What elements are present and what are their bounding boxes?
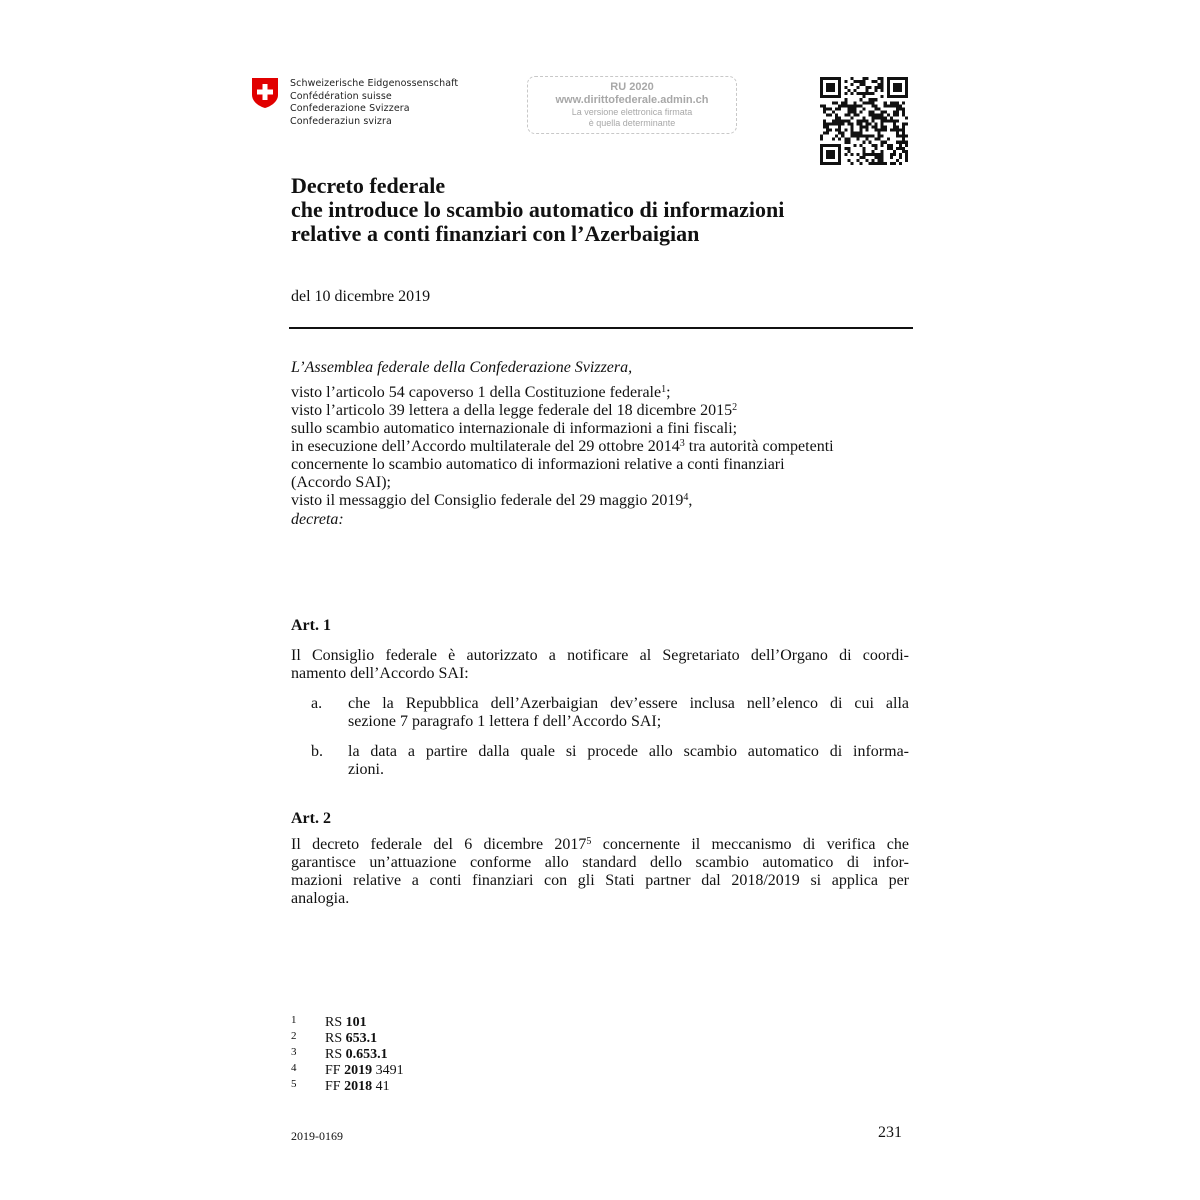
footnote-ref-bold: 653.1 [345,1031,378,1046]
art1-heading: Art. 1 [291,617,331,634]
item-label: a. [311,695,323,712]
art2-text: Il decreto federale del 6 dicembre 2017 [291,836,587,853]
stamp-note-1: La versione elettronica firmata [571,107,693,117]
footnote-prefix: RS [325,1031,343,1046]
art2-body [291,836,909,908]
art1-intro-line: namento dell’Accordo SAI: [291,665,469,682]
preamble-text: in esecuzione dell’Accordo multilaterale del 29 ottobre 2014 [291,438,680,455]
footnote-page: 3491 [375,1063,404,1078]
preamble-text: visto l’articolo 39 lettera a della legge federale del 18 dicembre 2015 [291,402,733,419]
footnote-ref: 2 [732,402,738,413]
art1-intro-line: Il Consiglio federale è autorizzato a notificare al Segretariato dell’Organo di coordi- [291,647,909,664]
preamble-line [291,384,921,402]
art2-line: garantisce un’attuazione conforme allo standard dello scambio automatico di infor- [291,854,909,871]
art2-line [291,836,909,854]
footnote-ref-bold: 0.653.1 [345,1047,388,1062]
footnote-ref-bold: 2019 [344,1063,373,1078]
item-line: zioni. [348,761,384,778]
art2-text: concernente il meccanismo di verifica che [591,836,909,853]
footnote-number: 4 [291,1062,297,1074]
item-line: che la Repubblica dell’Azerbaigian dev’essere inclusa nell’elenco di cui alla [348,695,909,712]
swiss-cross-icon [251,77,279,109]
footnote-page: 41 [375,1079,390,1094]
footnote-prefix: FF [325,1063,341,1078]
footnote-ref: 3 [679,438,685,449]
preamble [291,359,921,529]
confed-name-rm: Confederaziun svizra [290,115,392,127]
preamble-line [291,438,921,456]
stamp-note-2: è quella determinante [588,118,676,128]
preamble-line [291,402,921,420]
item-label: b. [311,743,323,760]
art2-line: analogia. [291,890,350,907]
art2-line: mazioni relative a conti finanziari con gli Stati partner dal 2018/2019 si applica per [291,872,909,889]
document-title [291,174,784,246]
footnote-ref-bold: 101 [345,1015,367,1030]
item-text [348,695,909,731]
decree-date: del 10 dicembre 2019 [291,288,431,305]
confed-name-it: Confederazione Svizzera [290,103,410,114]
footnote-number: 2 [291,1030,297,1042]
preamble-text: visto il messaggio del Consiglio federale del 29 maggio 2019 [291,492,684,509]
footnote-number: 3 [291,1046,297,1058]
preamble-line: concernente lo scambio automatico di informazioni relative a conti finanziari [291,456,785,473]
art2-heading: Art. 2 [291,810,331,827]
item-text [348,743,909,779]
preamble-text: tra autorità competenti [684,438,834,455]
page-number: 231 [878,1124,902,1141]
art1-intro [291,647,909,683]
footnote-ref: 5 [586,836,592,847]
assembly-line: L’Assemblea federale della Confederazione Svizzera, [291,359,633,376]
title-line-2: che introduce lo scambio automatico di informazioni [291,197,785,222]
item-line: sezione 7 paragrafo 1 lettera f dell’Accordo SAI; [348,713,662,730]
footnote-ref-bold: 2018 [344,1079,373,1094]
preamble-line [291,492,921,510]
stamp-collection: RU 2020 [610,81,654,93]
confed-name-de: Schweizerische Eidgenossenschaft [290,78,459,89]
qr-code-icon [819,77,909,165]
title-divider [289,327,913,329]
preamble-text: ; [666,384,671,401]
footnote-number: 1 [291,1014,297,1026]
preamble-text: , [688,492,693,509]
decreta-line: decreta: [291,511,344,528]
preamble-line: (Accordo SAI); [291,474,391,491]
footnote-ref: 1 [661,384,667,395]
title-line-1: Decreto federale [291,173,446,198]
title-line-3: relative a conti finanziari con l’Azerbaigian [291,221,700,246]
footnote-number: 5 [291,1078,297,1090]
footnote-prefix: RS [325,1015,343,1030]
preamble-line: sullo scambio automatico internazionale di informazioni a fini fiscali; [291,420,738,437]
preamble-text: visto l’articolo 54 capoverso 1 della Costituzione federale [291,384,662,401]
footnote-ref: 4 [683,492,689,503]
confed-name-fr: Confédération suisse [290,90,392,102]
item-line: la data a partire dalla quale si procede allo scambio automatico di informa- [348,743,909,760]
stamp-url: www.dirittofederale.admin.ch [555,94,709,106]
confederation-names [290,78,458,128]
document-number: 2019-0169 [291,1129,343,1143]
footnote-prefix: FF [325,1079,341,1094]
electronic-version-stamp [527,76,737,134]
footnote-prefix: RS [325,1047,343,1062]
